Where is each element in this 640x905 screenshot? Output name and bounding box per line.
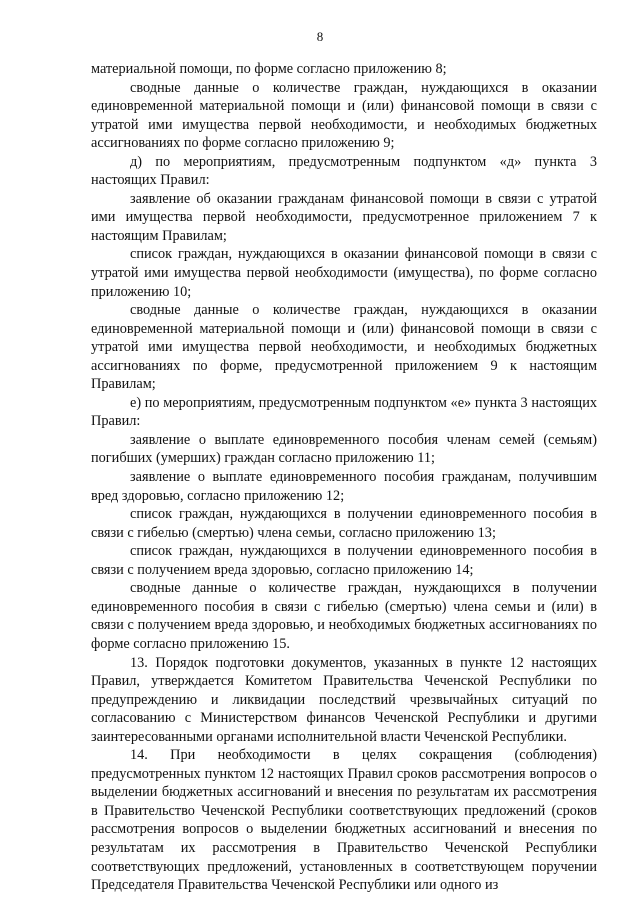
paragraph: список граждан, нуждающихся в оказании финансовой помощи в связи с утратой ими имущества первой необходимости (имущества), по форме согласно приложению 10;: [91, 246, 597, 300]
paragraph: заявление об оказании гражданам финансовой помощи в связи с утратой ими имущества первой необходимости, предусмотренное приложением 7 к настоящим Правилам;: [91, 190, 597, 244]
paragraph: список граждан, нуждающихся в получении единовременного пособия в связи с получением вреда здоровью, согласно приложению 14;: [91, 543, 597, 578]
paragraph: сводные данные о количестве граждан, нуждающихся в оказании единовременной материальной помощи и (или) финансовой помощи в связи с утратой ими имущества первой необходимости, и необходимых бюджетных ассигнованиях по форме согласно приложению 9;: [91, 79, 597, 152]
paragraph-continuation: материальной помощи, по форме согласно приложению 8;: [91, 61, 447, 77]
paragraph-item-14: 14. При необходимости в целях сокращения (соблюдения) предусмотренных пунктом 12 настоящих Правил сроков рассмотрения вопросов о выделении бюджетных ассигнований и внесения по результатам их рассмотрения в Правительство Чеченской Республики соответствующих предложений (сроков рассмотрения вопросов о выделении бюджетных ассигнований и внесения по результатам их рассмотрения в Правительство Чеченской Республики соответствующих предложений, установленных в соответствующем поручении Председателя Правительства Чеченской Республики или одного из: [91, 747, 597, 894]
document-body: [91, 60, 597, 895]
paragraph: сводные данные о количестве граждан, нуждающихся в оказании единовременной материальной помощи и (или) финансовой помощи в связи с утратой ими имущества первой необходимости, и необходимых бюджетных ассигнованиях по форме, предусмотренной приложением 9 к настоящим Правилам;: [91, 302, 597, 393]
page-number: 8: [316, 29, 324, 44]
paragraph: заявление о выплате единовременного пособия гражданам, получившим вред здоровью, согласно приложению 12;: [91, 469, 597, 504]
paragraph-subitem-d: д) по мероприятиям, предусмотренным подпунктом «д» пункта 3 настоящих Правил:: [91, 153, 597, 189]
paragraph-item-13: 13. Порядок подготовки документов, указанных в пункте 12 настоящих Правил, утверждается Комитетом Правительства Чеченской Республики по предупреждению и ликвидации последствий чрезвычайных ситуаций по согласованию с Министерством финансов Чеченской Республики и другими заинтересованными органами исполнительной власти Чеченской Республики.: [91, 654, 597, 745]
paragraph-subitem-e: е) по мероприятиям, предусмотренным подпунктом «е» пункта 3 настоящих Правил:: [91, 394, 597, 430]
paragraph: сводные данные о количестве граждан, нуждающихся в получении единовременного пособия в связи с гибелью (смертью) члена семьи и (или) в связи с получением вреда здоровью, и необходимых бюджетных ассигнованиях по форме согласно приложению 15.: [91, 580, 597, 652]
paragraph: список граждан, нуждающихся в получении единовременного пособия в связи с гибелью (смертью) члена семьи, согласно приложению 13;: [91, 506, 597, 541]
paragraph: заявление о выплате единовременного пособия членам семей (семьям) погибших (умерших) граждан согласно приложению 11;: [91, 431, 597, 467]
